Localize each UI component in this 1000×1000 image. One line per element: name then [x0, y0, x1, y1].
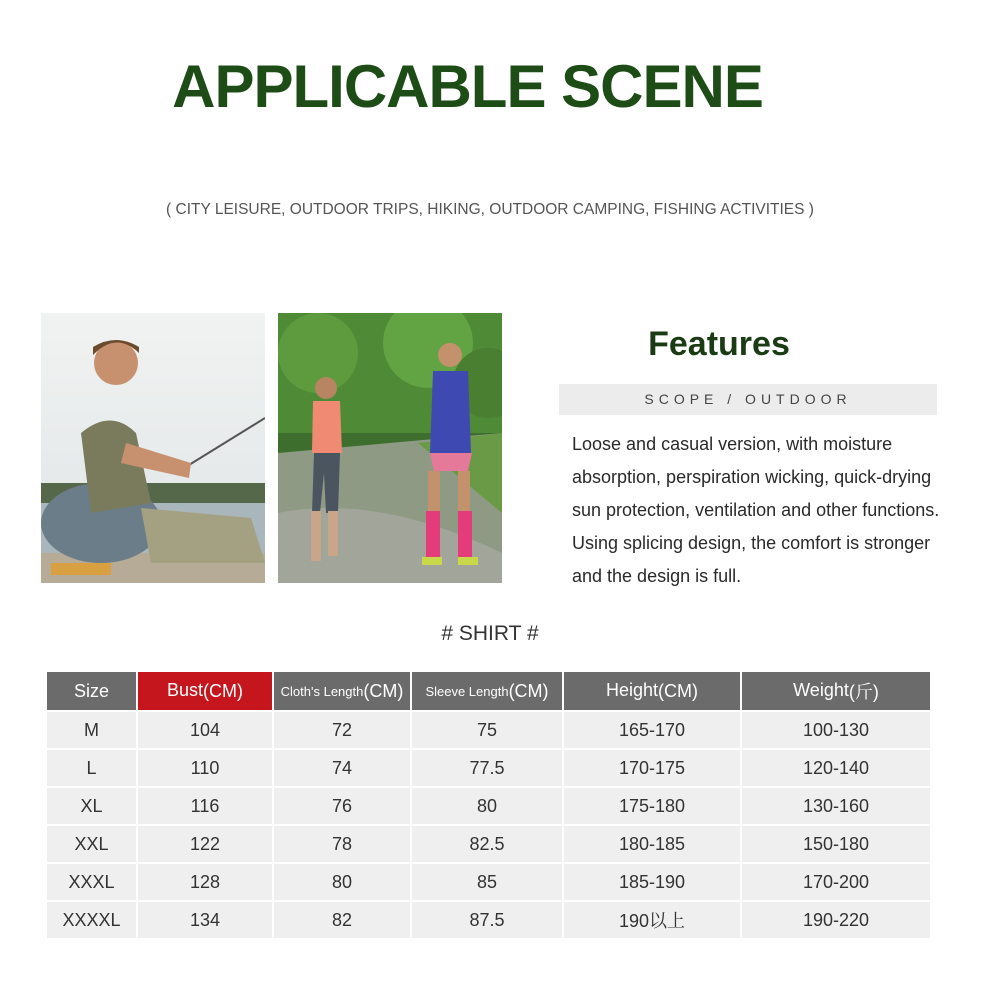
table-cell: 120-140 — [742, 750, 930, 786]
header-weight-label: Weight — [793, 679, 849, 700]
fishing-photo — [41, 313, 265, 583]
running-photo — [278, 313, 502, 583]
table-cell: XXL — [47, 826, 136, 862]
header-height-unit: (CM) — [658, 680, 698, 701]
table-cell: 82.5 — [412, 826, 562, 862]
table-cell: 85 — [412, 864, 562, 900]
scope-label: SCOPE / OUTDOOR — [559, 384, 937, 415]
table-cell: 80 — [412, 788, 562, 824]
table-cell: 170-175 — [564, 750, 740, 786]
size-chart-title: # SHIRT # — [441, 622, 539, 645]
table-cell: M — [47, 712, 136, 748]
page-title: APPLICABLE SCENE — [172, 53, 763, 120]
table-cell: 180-185 — [564, 826, 740, 862]
table-cell: XL — [47, 788, 136, 824]
header-bust — [138, 672, 272, 710]
table-cell: 80 — [274, 864, 410, 900]
header-cloth-length-unit: (CM) — [363, 680, 404, 701]
header-sleeve-length-unit: (CM) — [508, 680, 549, 701]
table-cell: 87.5 — [412, 902, 562, 938]
table-cell: L — [47, 750, 136, 786]
header-sleeve-length — [412, 672, 562, 710]
features-paragraph-1: Loose and casual version, with moisture absorption, perspiration wicking, quick-drying sun protection, ventilation and other functions. — [572, 434, 940, 520]
table-cell: 116 — [138, 788, 272, 824]
header-bust-unit: (CM) — [203, 680, 243, 701]
features-description — [540, 428, 950, 593]
header-size-label: Size — [73, 680, 109, 701]
header-sleeve-length-label: Sleeve Length — [425, 683, 509, 699]
header-weight-unit: (斤) — [848, 682, 879, 702]
table-cell: 128 — [138, 864, 272, 900]
table-cell: 100-130 — [742, 712, 930, 748]
table-cell: 75 — [412, 712, 562, 748]
table-row — [47, 712, 930, 748]
table-cell: 77.5 — [412, 750, 562, 786]
table-cell: 190-220 — [742, 902, 930, 938]
header-weight — [742, 672, 930, 710]
table-cell: 104 — [138, 712, 272, 748]
table-cell: 122 — [138, 826, 272, 862]
size-chart-table — [45, 670, 932, 940]
header-bust-label: Bust — [166, 680, 204, 701]
features-paragraph-2: Using splicing design, the comfort is stronger and the design is full. — [572, 533, 931, 586]
table-row — [47, 864, 930, 900]
table-cell: XXXXL — [47, 902, 136, 938]
table-row — [47, 788, 930, 824]
table-row — [47, 750, 930, 786]
table-cell: 170-200 — [742, 864, 930, 900]
header-cloth-length-label: Cloth's Length — [280, 683, 364, 699]
table-cell: 185-190 — [564, 864, 740, 900]
table-cell: 150-180 — [742, 826, 930, 862]
table-cell: 190以上 — [564, 902, 740, 938]
header-size — [47, 672, 136, 710]
table-cell: XXXL — [47, 864, 136, 900]
header-height — [564, 672, 740, 710]
table-cell: 72 — [274, 712, 410, 748]
size-chart-header-row — [47, 672, 930, 710]
table-cell: 74 — [274, 750, 410, 786]
table-row — [47, 902, 930, 938]
table-cell: 175-180 — [564, 788, 740, 824]
table-row — [47, 826, 930, 862]
header-cloth-length — [274, 672, 410, 710]
table-cell: 134 — [138, 902, 272, 938]
table-cell: 165-170 — [564, 712, 740, 748]
table-cell: 76 — [274, 788, 410, 824]
table-cell: 130-160 — [742, 788, 930, 824]
features-title: Features — [648, 325, 790, 363]
table-cell: 78 — [274, 826, 410, 862]
table-cell: 82 — [274, 902, 410, 938]
scene-subtitle: ( CITY LEISURE, OUTDOOR TRIPS, HIKING, OUTDOOR CAMPING, FISHING ACTIVITIES ) — [166, 201, 814, 218]
table-cell: 110 — [138, 750, 272, 786]
header-height-label: Height — [605, 680, 659, 701]
